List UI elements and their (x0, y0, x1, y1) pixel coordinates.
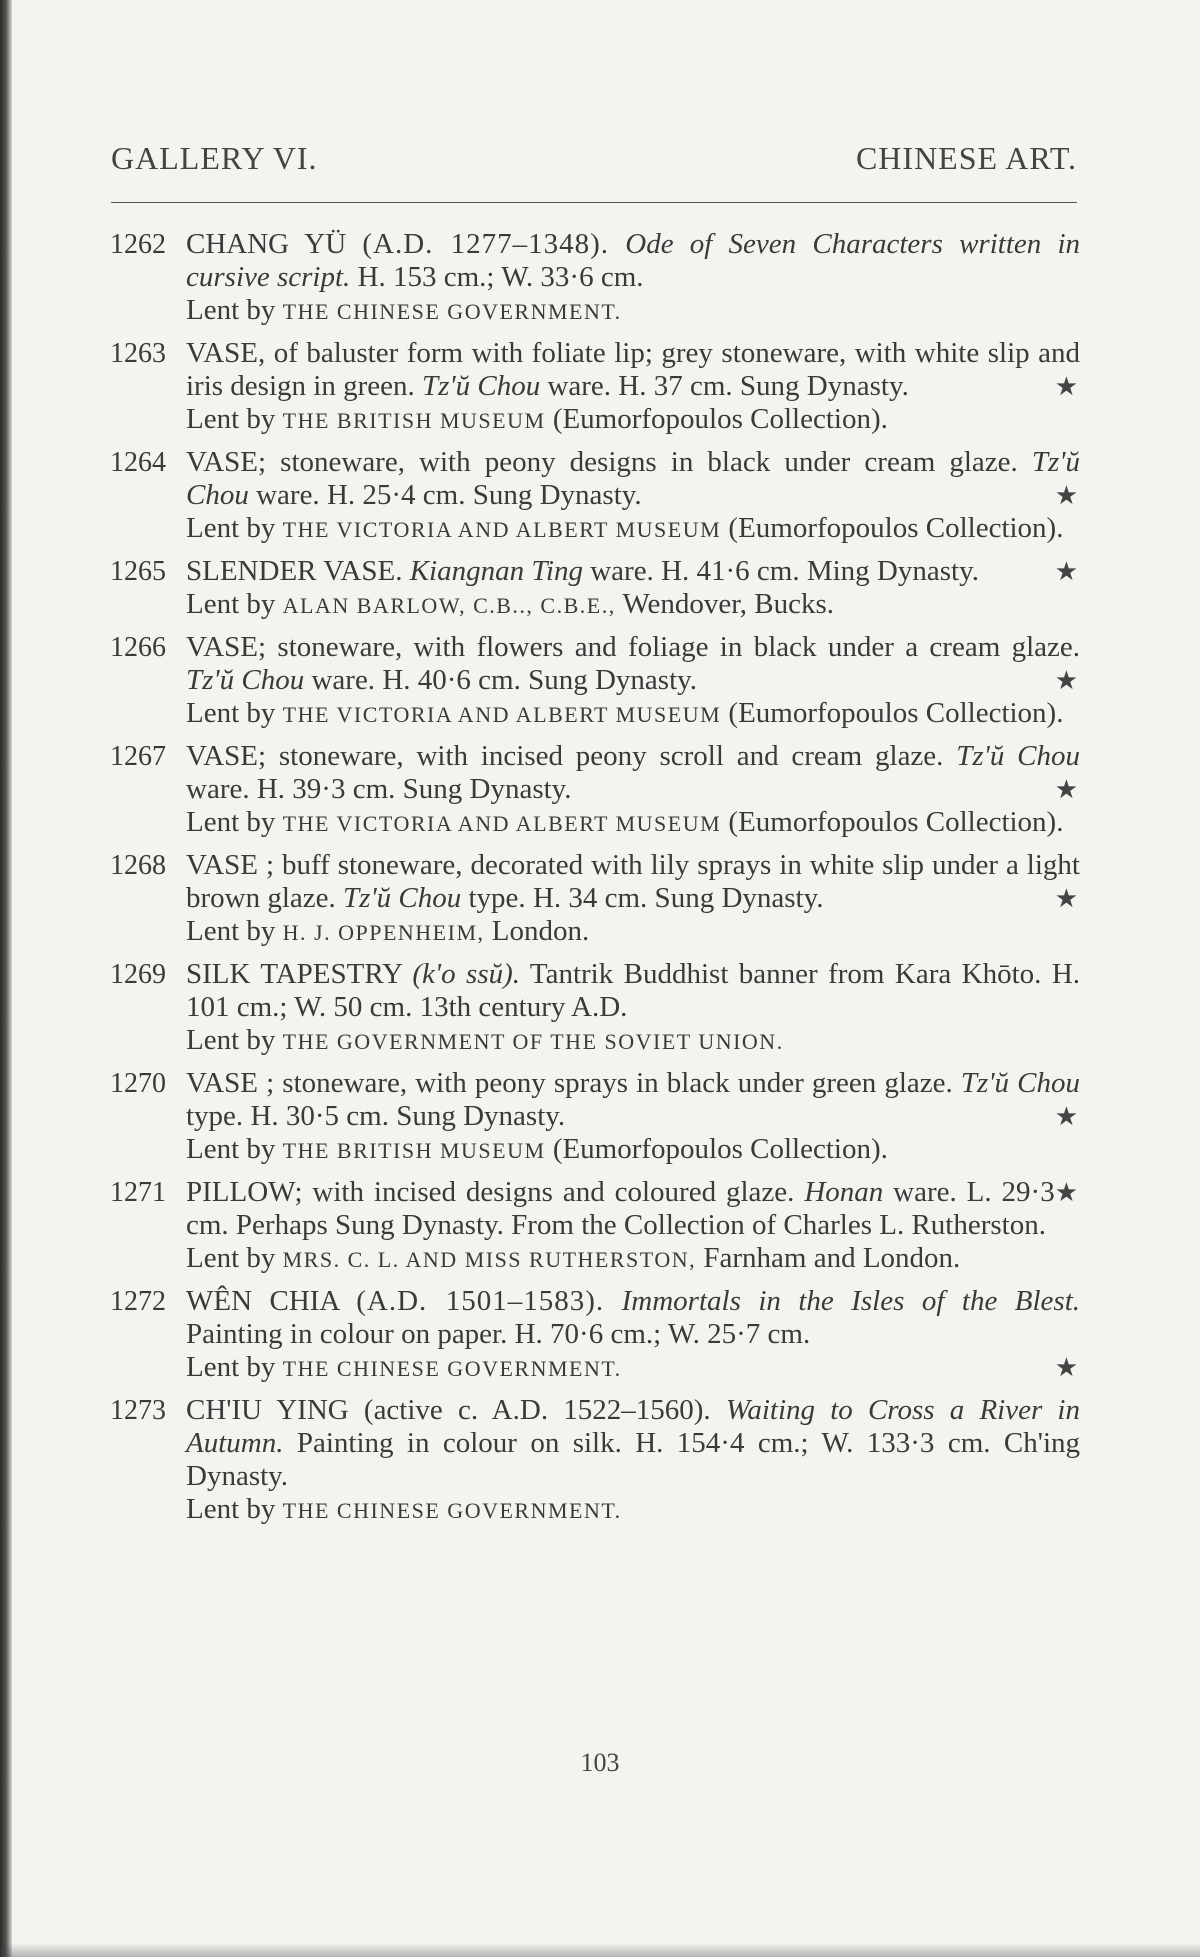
entry-work-title: Immortals in the Isles of the Blest. (621, 1285, 1081, 1317)
lender-name: THE GOVERNMENT OF THE SOVIET UNION. (282, 1029, 784, 1054)
catalogue-entry (100, 446, 1080, 546)
star-icon: ★ (1054, 1353, 1078, 1382)
lender-name: THE VICTORIA AND ALBERT MUSEUM (282, 811, 722, 836)
entry-number: 1271 (110, 1177, 166, 1208)
catalogue-entry (100, 337, 1080, 437)
lent-by-label: Lent by (186, 1351, 276, 1383)
entry-number: 1272 (110, 1286, 166, 1317)
entry-description: buff stoneware, decorated with lily sprays in white slip under a light brown glaze. (186, 849, 1080, 914)
entry-native-term: (k'o ssŭ). (412, 958, 521, 990)
catalogue-entry (100, 228, 1080, 328)
gallery-heading: GALLERY VI. (111, 140, 318, 176)
catalogue-entry (100, 631, 1080, 731)
lender-name: THE CHINESE GOVERNMENT. (282, 1356, 622, 1381)
entry-title: VASE, (186, 337, 266, 369)
entry-ware: Tz'ŭ Chou (343, 882, 462, 914)
entry-ware: Tz'ŭ Chou (186, 446, 1080, 511)
lender-name: H. J. OPPENHEIM, (282, 920, 485, 945)
entry-title: VASE; (186, 446, 267, 478)
lender-suffix: (Eumorfopoulos Collection). (728, 697, 1064, 729)
entry-number: 1265 (110, 556, 166, 587)
lender-name: THE VICTORIA AND ALBERT MUSEUM (282, 702, 722, 727)
book-spine-edge (0, 0, 12, 1957)
lent-by-label: Lent by (186, 294, 276, 326)
lender-suffix: London. (491, 915, 590, 947)
entry-title: VASE ; (186, 1067, 275, 1099)
lent-by-label: Lent by (186, 1493, 276, 1525)
entry-dimensions: H. 153 cm.; W. 33·6 cm. (357, 261, 644, 293)
entry-date: (active c. A.D. 1522–1560). (363, 1394, 711, 1426)
entry-ware-suffix: type. (186, 1100, 244, 1132)
lender-name: MRS. C. L. AND MISS RUTHERSTON, (282, 1247, 697, 1272)
entry-dimensions: H. 30·5 cm. Sung Dynasty. (250, 1100, 566, 1132)
entry-number: 1267 (110, 741, 166, 772)
catalogue-entry (100, 958, 1080, 1058)
lender-name: THE CHINESE GOVERNMENT. (282, 299, 622, 324)
entry-number: 1263 (110, 338, 166, 369)
star-icon: ★ (1054, 372, 1078, 401)
lender-name: ALAN BARLOW, C.B.., C.B.E., (282, 593, 616, 618)
lender-name: THE CHINESE GOVERNMENT. (282, 1498, 622, 1523)
entry-date: (A.D. 1277–1348). (362, 228, 610, 260)
entry-dimensions: H. 40·6 cm. Sung Dynasty. (382, 664, 697, 696)
entry-description: of baluster form with foliate lip; grey stoneware, with white slip and iris design in green. (186, 337, 1081, 402)
star-icon: ★ (1054, 1102, 1078, 1131)
lender-suffix: (Eumorfopoulos Collection). (728, 512, 1064, 544)
entry-number: 1262 (110, 229, 166, 260)
entry-ware-suffix: ware. (186, 773, 250, 805)
entry-dimensions: H. 41·6 cm. Ming Dynasty. (661, 555, 979, 587)
entry-title: VASE; (186, 740, 267, 772)
page-number: 103 (580, 1748, 620, 1777)
page-bottom-edge (0, 1943, 1200, 1957)
entry-dimensions: H. 39·3 cm. Sung Dynasty. (256, 773, 572, 805)
star-icon: ★ (1054, 666, 1078, 695)
entry-ware: Tz'ŭ Chou (960, 1067, 1080, 1099)
entry-ware: Tz'ŭ Chou (421, 370, 541, 402)
entry-ware: Kiangnan Ting (409, 555, 583, 587)
entry-number: 1266 (110, 632, 166, 663)
entry-ware: Tz'ŭ Chou (956, 740, 1081, 772)
entry-description: stoneware, with peony sprays in black under green glaze. (282, 1067, 953, 1099)
entry-dimensions: Painting in colour on silk. H. 154·4 cm.; W. 133·3 cm. Ch'ing Dynasty. (186, 1427, 1081, 1492)
catalogue-entry (100, 849, 1080, 949)
lender-suffix: (Eumorfopoulos Collection). (728, 806, 1064, 838)
lent-by-label: Lent by (186, 806, 276, 838)
entry-dimensions: H. 34 cm. Sung Dynasty. (532, 882, 824, 914)
entry-work-title: Ode of Seven Characters written in cursive script. (186, 228, 1081, 293)
star-icon: ★ (1054, 557, 1078, 586)
catalogue-entry (100, 740, 1080, 840)
entry-description: with incised designs and coloured glaze. (312, 1176, 795, 1208)
lent-by-label: Lent by (186, 697, 276, 729)
entry-ware-suffix: ware. (893, 1176, 957, 1208)
entry-description: stoneware, with peony designs in black under cream glaze. (280, 446, 1018, 478)
entry-description: stoneware, with flowers and foliage in black under a cream glaze. (277, 631, 1081, 663)
entry-number: 1270 (110, 1068, 166, 1099)
lender-suffix: (Eumorfopoulos Collection). (552, 403, 888, 435)
lender-name: THE BRITISH MUSEUM (282, 1138, 546, 1163)
entry-ware: Tz'ŭ Chou (186, 664, 305, 696)
lender-name: THE VICTORIA AND ALBERT MUSEUM (282, 517, 722, 542)
entry-description: stoneware, with incised peony scroll and cream glaze. (278, 740, 944, 772)
entry-date: (A.D. 1501–1583). (356, 1285, 605, 1317)
entry-ware-suffix: ware. (311, 664, 376, 696)
lent-by-label: Lent by (186, 588, 276, 620)
entry-title: VASE ; (186, 849, 274, 881)
lender-suffix: Wendover, Bucks. (622, 588, 834, 620)
entry-number: 1273 (110, 1395, 166, 1426)
lender-name: THE BRITISH MUSEUM (282, 408, 546, 433)
star-icon: ★ (1054, 1178, 1078, 1207)
lender-suffix: (Eumorfopoulos Collection). (552, 1133, 888, 1165)
lent-by-label: Lent by (186, 403, 276, 435)
entry-number: 1268 (110, 850, 166, 881)
entry-title: WÊN CHIA (186, 1285, 339, 1317)
entry-title: PILLOW; (186, 1176, 303, 1208)
catalogue-entry (100, 1067, 1080, 1167)
entry-title: CHANG YÜ (186, 228, 347, 260)
catalogue-entry (100, 555, 1080, 622)
entry-title: SILK TAPESTRY (186, 958, 402, 990)
entry-number: 1264 (110, 447, 166, 478)
entry-title: SLENDER VASE. (186, 555, 403, 587)
entry-ware-suffix: type. (468, 882, 526, 914)
lent-by-label: Lent by (186, 1133, 276, 1165)
lent-by-label: Lent by (186, 1242, 276, 1274)
entry-description: Tantrik Buddhist banner from Kara Khōto. (529, 958, 1042, 990)
entry-ware-suffix: ware. (590, 555, 654, 587)
star-icon: ★ (1054, 481, 1078, 510)
entry-dimensions: L. 29·3 cm. Perhaps Sung Dynasty. From the Collection of Charles L. Rutherston. (186, 1176, 1055, 1241)
lent-by-label: Lent by (186, 915, 276, 947)
entry-ware: Honan (804, 1176, 884, 1208)
section-heading: CHINESE ART. (855, 140, 1077, 176)
entry-dimensions: H. 25·4 cm. Sung Dynasty. (326, 479, 642, 511)
running-header (111, 140, 1077, 177)
entry-work-title: Waiting to Cross a River in Autumn. (186, 1394, 1080, 1459)
entry-ware-suffix: ware. (547, 370, 612, 402)
catalogue-entry (100, 1285, 1080, 1385)
lent-by-label: Lent by (186, 1024, 276, 1056)
entry-title: VASE; (186, 631, 267, 663)
catalogue-entry (100, 1394, 1080, 1527)
entry-dimensions: H. 37 cm. Sung Dynasty. (618, 370, 909, 402)
header-rule (111, 202, 1077, 203)
catalogue-entry (100, 1176, 1080, 1276)
star-icon: ★ (1054, 884, 1078, 913)
catalogue-entries (100, 228, 1080, 1536)
entry-title: CH'IU YING (186, 1394, 349, 1426)
entry-number: 1269 (110, 959, 166, 990)
lender-suffix: Farnham and London. (703, 1242, 961, 1274)
entry-dimensions: H. 101 cm.; W. 50 cm. 13th century A.D. (186, 958, 1081, 1023)
entry-ware-suffix: ware. (256, 479, 320, 511)
lent-by-label: Lent by (186, 512, 276, 544)
star-icon: ★ (1054, 775, 1078, 804)
entry-dimensions: Painting in colour on paper. H. 70·6 cm.; W. 25·7 cm. (186, 1318, 811, 1350)
